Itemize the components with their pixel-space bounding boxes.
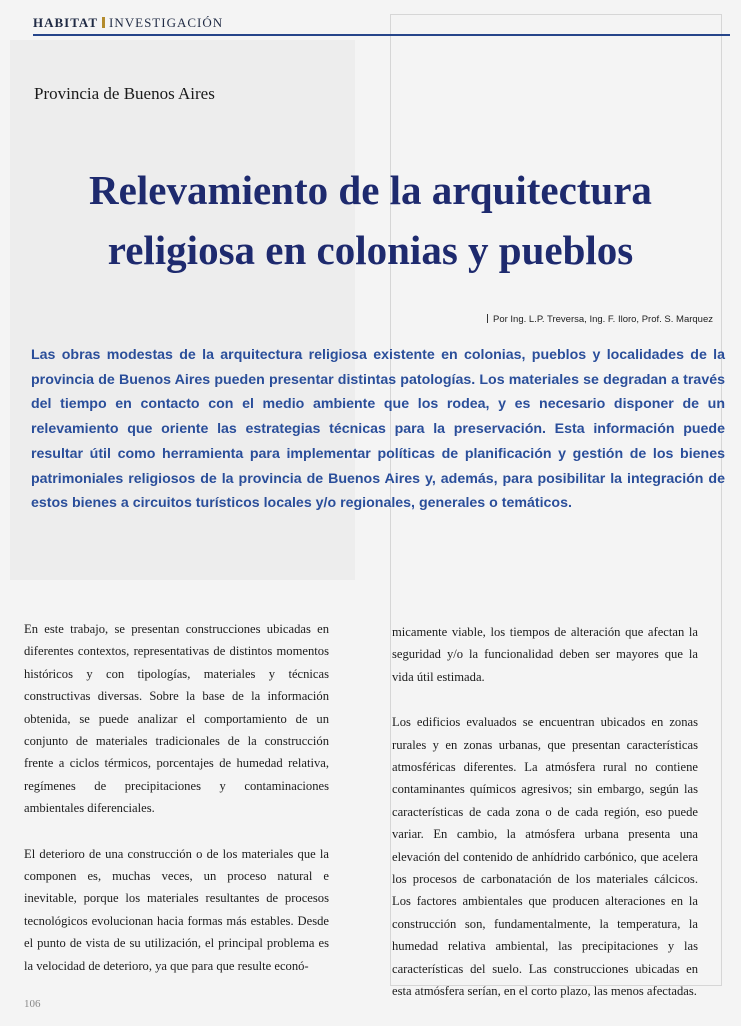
lead-paragraph: Las obras modestas de la arquitectura religiosa existente en colonias, pueblos y localidades de la provincia de Buenos Aires pueden presentar distintas patologías. Los materiales se degradan a través del tiempo en contacto con el medio ambiente que los rodea, y es necesario disponer de un relevamiento que oriente las estrategias técnicas para la preservación. Esta información puede resultar útil como herramienta para implementar políticas de planificación y gestión de los bienes patrimoniales religiosos de la provincia de Buenos Aires y, además, para posibilitar la integración de estos bienes a circuitos turísticos locales y/o regionales, generales o temáticos. [31,347,725,512]
body-paragraph: En este trabajo, se presentan construcciones ubicadas en diferentes contextos, representativas de distintos momentos históricos y con tipologías, materiales y técnicas constructivas diversas. Sobre la base de la información obtenida, se puede analizar el comportamiento de un conjunto de materiales tradicionales de la construcción frente a ciclos térmicos, porcentajes de humedad relativa, regímenes de precipitaciones y contaminaciones ambientales diferenciales. [24,622,329,816]
header-section: HABITAT [33,15,99,30]
article-title [0,160,741,280]
title-line-2: religiosa en colonias y pueblos [107,227,634,273]
byline-bar [487,314,488,323]
title-line-1: Relevamiento de la arquitectura [89,167,652,213]
header-separator [102,17,105,28]
running-header [33,10,730,36]
body-paragraph: micamente viable, los tiempos de alteración que afectan la seguridad y/o la funcionalidad deben ser mayores que la vida útil estimada. [392,625,698,684]
body-column-left [24,618,329,1000]
header-rule [33,34,730,36]
byline-text: Por Ing. L.P. Treversa, Ing. F. Iloro, Prof. S. Marquez [492,314,713,325]
body-paragraph: Los edificios evaluados se encuentran ubicados en zonas rurales y en zonas urbanas, que presentan características atmosféricas diferentes. La atmósfera rural no contiene contaminantes químicos agresivos; sin embargo, según las características de cada zona o de cada región, eso puede variar. En cambio, la atmósfera urbana presenta una elevación del contenido de anhídrido carbónico, que acelera los procesos de carbonatación de los materiales cálcicos. Los factores ambientales que producen alteraciones en la construcción son, fundamentalmente, la temperatura, la humedad relativa ambiental, las precipitaciones y las características del suelo. Las construcciones ubicadas en esta atmósfera serían, en el corto plazo, las menos afectadas. [392,715,698,999]
body-paragraph: El deterioro de una construcción o de los materiales que la componen es, muchas veces, un proceso natural e inevitable, porque los materiales resultantes de procesos tecnológicos evolucionan hacia formas más estables. Desde el punto de vista de su utilización, el principal problema es la velocidad de deterioro, ya que para que resulte econó- [24,846,329,973]
page-number: 106 [24,998,41,1010]
body-column-right [392,621,698,1026]
province-label: Provincia de Buenos Aires [34,84,215,103]
byline [487,314,713,325]
header-subsection: INVESTIGACIÓN [109,15,224,30]
